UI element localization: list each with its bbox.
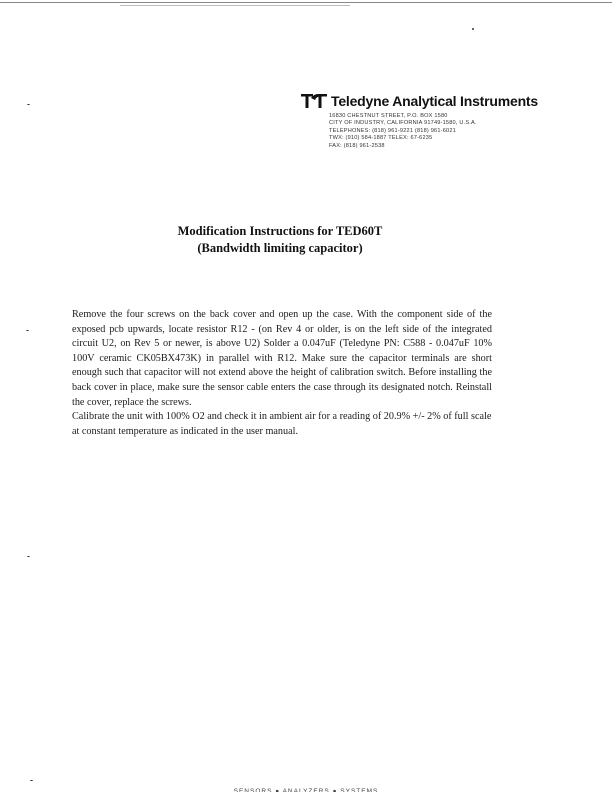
company-name: Teledyne Analytical Instruments <box>331 93 538 109</box>
teledyne-logo-icon <box>300 93 328 109</box>
scan-speck <box>27 556 30 557</box>
instructions-body <box>72 308 492 439</box>
scan-speck <box>472 28 474 30</box>
scan-speck <box>30 780 33 781</box>
company-address <box>329 113 600 150</box>
calibration-paragraph: Calibrate the unit with 100% O2 and check it in ambient air for a reading of 20.9% +/- 2% of full scale at constant temperature as indicated in the user manual. <box>72 411 492 437</box>
instructions-paragraph: Remove the four screws on the back cover and open up the case. With the component side of the exposed pcb upwards, locate resistor R12 - (on Rev 4 or older, is on the left side of the integrated circuit U2, on Rev 5 or newer, is above U2) Solder a 0.047uF (Teledyne PN: C588 - 0.047uF 10% 100V ceramic CK05BX473K) in parallel with R12. Make sure the capacitor terminals are short enough such that capacitor will not extend above the height of calibration switch. Before installing the back cover in place, make sure the sensor cable enters the case through its designated notch. Reinstall the cover, replace the screws. <box>72 309 492 408</box>
title-line-1: Modification Instructions for TED60T <box>177 224 383 238</box>
document-title <box>0 223 560 257</box>
scan-speck <box>26 330 29 331</box>
address-line: 16830 CHESTNUT STREET, P.O. BOX 1580 <box>329 113 448 119</box>
address-line: FAX: (818) 961-2538 <box>329 142 385 149</box>
logo-row <box>300 93 600 109</box>
address-line: TELEPHONES: (818) 961-9221 (818) 961-6021 <box>329 127 456 134</box>
letterhead-footer: SENSORS ● ANALYZERS ● SYSTEMS <box>233 788 379 792</box>
scan-edge-line-faint <box>120 5 350 6</box>
address-line: TWX: (910) 584-1887 TELEX: 67-6235 <box>329 135 433 142</box>
letterhead <box>300 93 600 150</box>
scan-edge-line <box>0 2 612 3</box>
scan-speck <box>27 104 30 105</box>
address-line: CITY OF INDUSTRY, CALIFORNIA 91749-1580, U.S.A. <box>329 120 477 127</box>
title-line-2: (Bandwidth limiting capacitor) <box>197 241 363 255</box>
